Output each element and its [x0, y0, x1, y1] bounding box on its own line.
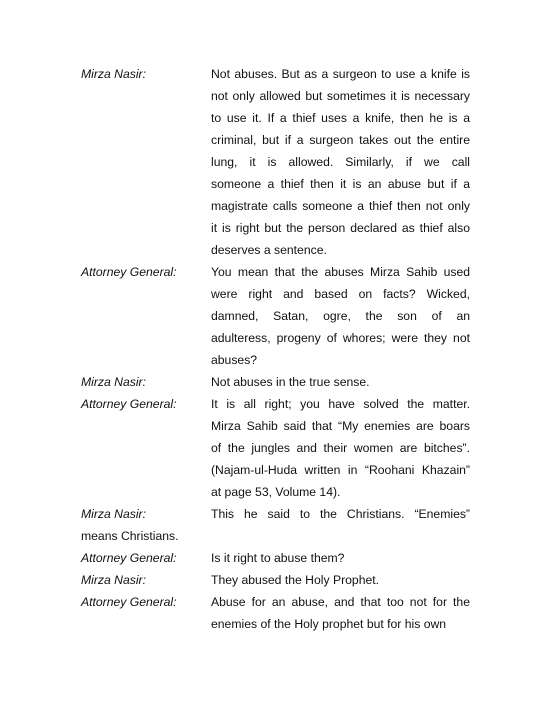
speaker-colon: : — [173, 265, 177, 279]
speaker-label — [81, 67, 146, 81]
text-line: to use it. If a thief uses a knife, then he is a — [211, 111, 470, 125]
speaker-name: Attorney General — [81, 595, 174, 609]
speaker-colon: : — [173, 551, 177, 565]
speaker-name: Mirza Nasir — [81, 375, 143, 389]
text-line: You mean that the abuses Mirza Sahib used — [211, 265, 470, 279]
speaker-colon: : — [142, 375, 147, 389]
text-line: criminal, but if a surgeon takes out the entire — [211, 133, 470, 147]
speaker-colon: : — [142, 573, 147, 587]
speaker-colon: : — [173, 397, 177, 411]
speaker-label — [81, 265, 177, 279]
speaker-label — [81, 375, 146, 389]
text-line: damned, Satan, ogre, the son of an — [211, 309, 470, 323]
speaker-name: Attorney General — [81, 397, 174, 411]
speaker-colon: : — [142, 67, 147, 81]
text-line: Not abuses in the true sense. — [211, 375, 370, 389]
text-line: lung, it is allowed. Similarly, if we call — [211, 155, 470, 169]
speaker-colon: : — [173, 595, 177, 609]
speaker-name: Mirza Nasir — [81, 67, 143, 81]
speaker-name: Mirza Nasir — [81, 573, 143, 587]
text-line: were right and based on facts? Wicked, — [211, 287, 470, 301]
text-line: adulteress, progeny of whores; were they not — [211, 331, 470, 345]
text-line: It is all right; you have solved the matter. — [211, 397, 470, 411]
speaker-name: Attorney General — [81, 551, 174, 565]
text-line: it is right but the person declared as thief also — [211, 221, 470, 235]
text-line: enemies of the Holy prophet but for his own — [211, 617, 447, 631]
text-line: not only allowed but sometimes it is necessary — [211, 89, 470, 103]
text-line: abuses? — [211, 353, 258, 367]
speaker-label — [81, 573, 146, 587]
speaker-colon: : — [142, 507, 147, 521]
speaker-label — [81, 595, 177, 609]
speaker-label — [81, 507, 146, 521]
text-line: Mirza Sahib said that “My enemies are boars — [211, 419, 470, 433]
text-line: someone a thief then it is an abuse but if a — [211, 177, 470, 191]
text-line: Not abuses. But as a surgeon to use a knife is — [211, 67, 470, 81]
text-line: at page 53, Volume 14). — [211, 485, 341, 499]
speaker-name: Mirza Nasir — [81, 507, 143, 521]
text-line: This he said to the Christians. “Enemies” — [211, 507, 470, 521]
speaker-label — [81, 397, 177, 411]
text-line: magistrate calls someone a thief then not only — [211, 199, 470, 213]
text-line: Abuse for an abuse, and that too not for the — [211, 595, 470, 609]
text-line: of the jungles and their women are bitches”. — [211, 441, 470, 455]
text-line: deserves a sentence. — [211, 243, 327, 257]
text-line: Is it right to abuse them? — [211, 551, 345, 565]
text-line-continuation: means Christians. — [81, 529, 179, 543]
text-line: (Najam-ul-Huda written in “Roohani Khazain” — [211, 463, 470, 477]
text-line: They abused the Holy Prophet. — [211, 573, 380, 587]
speaker-name: Attorney General — [81, 265, 174, 279]
speaker-label — [81, 551, 177, 565]
